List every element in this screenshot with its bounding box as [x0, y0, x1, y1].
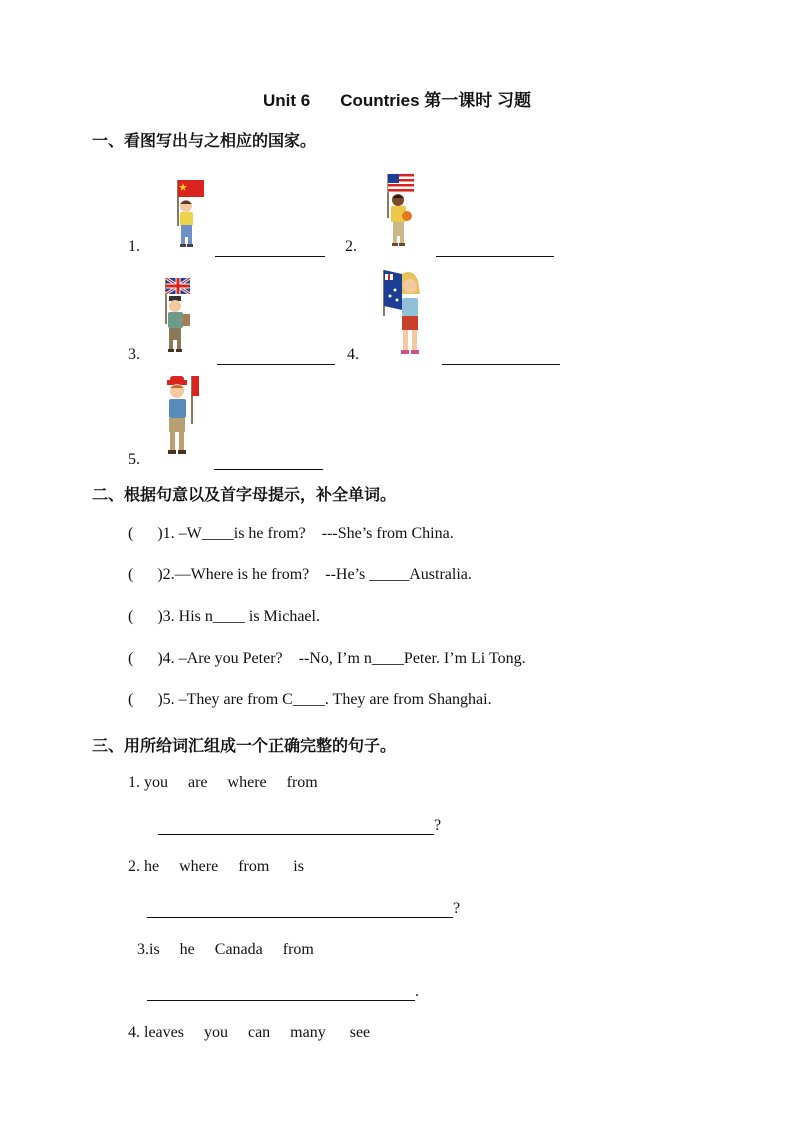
item4-number: 4.: [347, 346, 359, 363]
sentence-end-3: .: [415, 983, 419, 1000]
question-text: )5. –They are from C____. They are from Shanghai.: [133, 691, 492, 708]
question-text: )1. –W____is he from? ---She’s from China.: [133, 525, 454, 542]
sentence-end-1: ?: [434, 817, 442, 834]
word-list-4: 4. leaves you can many see: [128, 1024, 371, 1041]
item3-number: 3.: [128, 346, 140, 363]
answer-blank-5[interactable]: [214, 451, 323, 470]
question-row-5: [128, 691, 492, 709]
usa-flag-kid-icon: [380, 172, 420, 250]
answer-paren[interactable]: (: [128, 608, 134, 625]
australia-flag-kid-icon: [380, 266, 430, 360]
answer-paren[interactable]: (: [128, 525, 134, 542]
question-row-4: [128, 650, 526, 668]
title-kind: 习题: [497, 91, 532, 111]
section2-heading: 二、根据句意以及首字母提示，补全单词。: [92, 485, 397, 504]
title-unit: Unit 6: [262, 91, 311, 110]
china-flag-kid-icon: [168, 178, 208, 250]
item1-number: 1.: [128, 238, 140, 255]
word-list-1: 1. you are where from: [128, 774, 318, 791]
answer-blank-2[interactable]: [436, 238, 554, 257]
answer-blank-4[interactable]: [442, 346, 560, 365]
question-text: )4. –Are you Peter? --No, I’m n____Peter. I’m Li Tong.: [133, 650, 526, 667]
answer-blank-1[interactable]: [215, 238, 325, 257]
title-topic: Countries: [340, 91, 420, 110]
question-text: )2.—Where is he from? --He’s _____Australia.: [133, 566, 472, 583]
section3-heading: 三、用所给词汇组成一个正确完整的句子。: [92, 736, 397, 755]
page-title: [0, 86, 794, 111]
title-lesson: 第一课时: [424, 91, 493, 111]
word-list-2: 2. he where from is: [128, 858, 304, 875]
answer-paren[interactable]: (: [128, 650, 134, 667]
question-row-1: [128, 525, 454, 543]
word-list-3: 3.is he Canada from: [137, 941, 314, 958]
answer-paren[interactable]: (: [128, 566, 134, 583]
answer-blank-3[interactable]: [217, 346, 335, 365]
item2-number: 2.: [345, 238, 357, 255]
sentence-end-2: ?: [453, 900, 461, 917]
answer-paren[interactable]: (: [128, 691, 134, 708]
sentence-blank-1[interactable]: [158, 816, 434, 835]
sentence-blank-3[interactable]: [147, 982, 415, 1001]
canada-flag-kid-icon: [160, 374, 202, 462]
question-row-2: [128, 566, 472, 584]
question-text: )3. His n____ is Michael.: [133, 608, 320, 625]
item5-number: 5.: [128, 451, 140, 468]
sentence-blank-2[interactable]: [147, 899, 453, 918]
section1-heading: 一、看图写出与之相应的国家。: [92, 131, 317, 150]
question-row-3: [128, 608, 320, 626]
uk-flag-kid-icon: [156, 276, 196, 358]
